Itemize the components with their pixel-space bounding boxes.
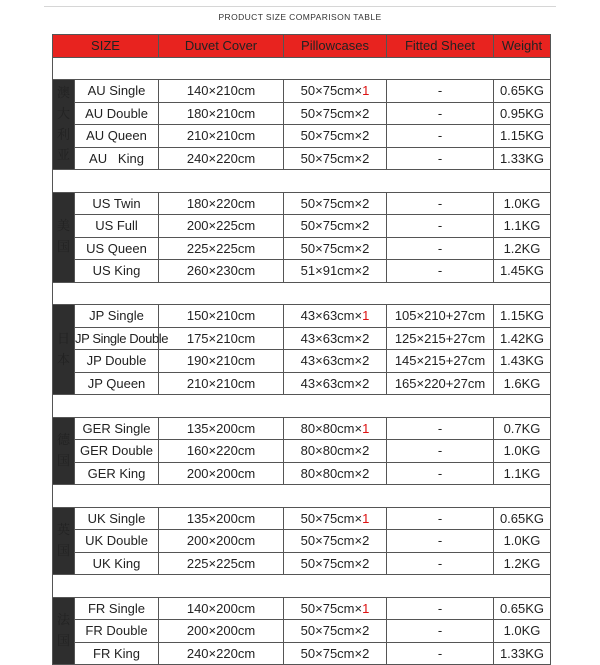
region-character: 国	[56, 632, 70, 648]
size-cell: AU Queen	[75, 125, 159, 148]
weight-cell: 1.42KG	[494, 327, 551, 350]
pillowcase-cell	[284, 80, 387, 103]
weight-cell: 1.2KG	[494, 552, 551, 575]
group-spacer-cell	[53, 57, 551, 80]
pillowcase-size: 50×75cm×	[300, 555, 363, 571]
region-name	[57, 520, 70, 562]
duvet-cover-cell: 175×210cm	[159, 327, 284, 350]
fitted-sheet-cell: -	[387, 260, 494, 283]
size-cell: JP Single Double	[75, 327, 159, 350]
pillowcase-quantity: 2	[362, 128, 370, 144]
fitted-sheet-cell: -	[387, 440, 494, 463]
duvet-cover-cell: 210×210cm	[159, 125, 284, 148]
region-name	[57, 329, 70, 371]
region-character: 利	[56, 126, 70, 142]
header-fitted-sheet: Fitted Sheet	[387, 35, 494, 58]
top-divider	[44, 6, 556, 7]
pillowcase-quantity: 1	[362, 308, 370, 324]
weight-cell: 1.15KG	[494, 125, 551, 148]
pillowcase-cell	[284, 530, 387, 553]
pillowcase-size: 51×91cm×	[300, 263, 363, 279]
fitted-sheet-cell: -	[387, 147, 494, 170]
pillowcase-cell	[284, 147, 387, 170]
size-comparison-table	[52, 34, 551, 665]
size-cell: JP Queen	[75, 372, 159, 395]
pillowcase-cell	[284, 237, 387, 260]
fitted-sheet-cell: 105×210+27cm	[387, 305, 494, 328]
pillowcase-cell	[284, 327, 387, 350]
region-label	[53, 80, 75, 170]
table-row	[53, 462, 551, 485]
pillowcase-quantity: 2	[362, 533, 370, 549]
header-duvet-cover: Duvet Cover	[159, 35, 284, 58]
size-cell: US Full	[75, 215, 159, 238]
pillowcase-size: 50×75cm×	[300, 510, 363, 526]
weight-cell: 1.2KG	[494, 237, 551, 260]
fitted-sheet-cell: 165×220+27cm	[387, 372, 494, 395]
fitted-sheet-cell: 145×215+27cm	[387, 350, 494, 373]
table-row	[53, 620, 551, 643]
region-name	[57, 83, 70, 166]
duvet-cover-cell: 200×200cm	[159, 530, 284, 553]
size-cell: FR Double	[75, 620, 159, 643]
pillowcase-quantity: 1	[362, 600, 370, 616]
weight-cell: 1.45KG	[494, 260, 551, 283]
region-name	[57, 216, 70, 258]
size-cell: JP Single	[75, 305, 159, 328]
pillowcase-size: 80×80cm×	[300, 420, 363, 436]
duvet-cover-cell: 180×210cm	[159, 102, 284, 125]
size-cell: US Twin	[75, 192, 159, 215]
weight-cell: 1.6KG	[494, 372, 551, 395]
weight-cell: 1.0KG	[494, 620, 551, 643]
pillowcase-quantity: 2	[362, 240, 370, 256]
pillowcase-size: 50×75cm×	[300, 240, 363, 256]
region-character: 亚	[56, 147, 70, 163]
table-row	[53, 597, 551, 620]
region-label	[53, 192, 75, 282]
region-label	[53, 597, 75, 665]
table-row	[53, 215, 551, 238]
duvet-cover-cell: 260×230cm	[159, 260, 284, 283]
duvet-cover-cell: 225×225cm	[159, 237, 284, 260]
region-character: 美	[56, 218, 70, 234]
table-row	[53, 350, 551, 373]
pillowcase-quantity: 2	[362, 623, 370, 639]
pillowcase-quantity: 2	[362, 105, 370, 121]
weight-cell: 1.0KG	[494, 530, 551, 553]
pillowcase-quantity: 2	[362, 443, 370, 459]
fitted-sheet-cell: -	[387, 237, 494, 260]
size-cell: GER Single	[75, 417, 159, 440]
duvet-cover-cell: 210×210cm	[159, 372, 284, 395]
pillowcase-quantity: 2	[362, 263, 370, 279]
fitted-sheet-cell: -	[387, 102, 494, 125]
pillowcase-cell	[284, 102, 387, 125]
pillowcase-size: 50×75cm×	[300, 105, 363, 121]
pillowcase-size: 50×75cm×	[300, 645, 363, 661]
table-row	[53, 305, 551, 328]
fitted-sheet-cell: 125×215+27cm	[387, 327, 494, 350]
header-size: SIZE	[53, 35, 159, 58]
group-spacer	[53, 170, 551, 193]
region-character: 日	[56, 330, 70, 346]
duvet-cover-cell: 135×200cm	[159, 417, 284, 440]
size-cell: GER Double	[75, 440, 159, 463]
pillowcase-size: 50×75cm×	[300, 623, 363, 639]
weight-cell: 0.65KG	[494, 507, 551, 530]
fitted-sheet-cell: -	[387, 642, 494, 665]
pillowcase-cell	[284, 507, 387, 530]
table-row	[53, 642, 551, 665]
table-row	[53, 237, 551, 260]
pillowcase-cell	[284, 462, 387, 485]
region-label	[53, 305, 75, 395]
region-character: 德	[56, 431, 70, 447]
pillowcase-size: 43×63cm×	[300, 353, 363, 369]
table-row	[53, 417, 551, 440]
fitted-sheet-cell: -	[387, 620, 494, 643]
weight-cell: 1.0KG	[494, 192, 551, 215]
pillowcase-size: 80×80cm×	[300, 465, 363, 481]
duvet-cover-cell: 240×220cm	[159, 642, 284, 665]
pillowcase-cell	[284, 620, 387, 643]
weight-cell: 1.15KG	[494, 305, 551, 328]
region-character: 英	[56, 521, 70, 537]
region-label	[53, 417, 75, 485]
group-spacer-cell	[53, 575, 551, 598]
weight-cell: 1.0KG	[494, 440, 551, 463]
size-cell: US King	[75, 260, 159, 283]
region-character: 国	[56, 542, 70, 558]
group-spacer	[53, 395, 551, 418]
duvet-cover-cell: 225×225cm	[159, 552, 284, 575]
pillowcase-quantity: 1	[362, 83, 370, 99]
weight-cell: 0.65KG	[494, 597, 551, 620]
fitted-sheet-cell: -	[387, 80, 494, 103]
region-name	[57, 430, 70, 472]
pillowcase-size: 80×80cm×	[300, 443, 363, 459]
region-character: 本	[56, 351, 70, 367]
weight-cell: 1.33KG	[494, 642, 551, 665]
duvet-cover-cell: 180×220cm	[159, 192, 284, 215]
duvet-cover-cell: 140×200cm	[159, 597, 284, 620]
region-name	[57, 610, 70, 652]
weight-cell: 0.65KG	[494, 80, 551, 103]
weight-cell: 1.33KG	[494, 147, 551, 170]
fitted-sheet-cell: -	[387, 597, 494, 620]
fitted-sheet-cell: -	[387, 192, 494, 215]
pillowcase-quantity: 2	[362, 555, 370, 571]
table-row	[53, 530, 551, 553]
pillowcase-cell	[284, 552, 387, 575]
table-row	[53, 125, 551, 148]
group-spacer-cell	[53, 282, 551, 305]
pillowcase-size: 50×75cm×	[300, 195, 363, 211]
table-row	[53, 260, 551, 283]
fitted-sheet-cell: -	[387, 552, 494, 575]
group-spacer	[53, 282, 551, 305]
duvet-cover-cell: 140×210cm	[159, 80, 284, 103]
table-row	[53, 192, 551, 215]
pillowcase-quantity: 2	[362, 353, 370, 369]
weight-cell: 1.1KG	[494, 215, 551, 238]
table-row	[53, 327, 551, 350]
region-label	[53, 507, 75, 575]
header-pillowcases: Pillowcases	[284, 35, 387, 58]
region-character: 国	[56, 452, 70, 468]
pillowcase-cell	[284, 260, 387, 283]
region-character: 大	[56, 105, 70, 121]
group-spacer	[53, 575, 551, 598]
table-row	[53, 372, 551, 395]
duvet-cover-cell: 200×200cm	[159, 620, 284, 643]
pillowcase-size: 43×63cm×	[300, 308, 363, 324]
fitted-sheet-cell: -	[387, 417, 494, 440]
table-row	[53, 440, 551, 463]
pillowcase-cell	[284, 192, 387, 215]
fitted-sheet-cell: -	[387, 530, 494, 553]
table-row	[53, 80, 551, 103]
pillowcase-quantity: 2	[362, 330, 370, 346]
duvet-cover-cell: 200×200cm	[159, 462, 284, 485]
size-cell: AU Double	[75, 102, 159, 125]
pillowcase-cell	[284, 372, 387, 395]
size-cell: UK King	[75, 552, 159, 575]
size-cell: UK Single	[75, 507, 159, 530]
duvet-cover-cell: 200×225cm	[159, 215, 284, 238]
pillowcase-quantity: 2	[362, 645, 370, 661]
table-header-row	[53, 35, 551, 58]
duvet-cover-cell: 190×210cm	[159, 350, 284, 373]
pillowcase-size: 50×75cm×	[300, 218, 363, 234]
pillowcase-quantity: 2	[362, 218, 370, 234]
pillowcase-quantity: 2	[362, 150, 370, 166]
table-row	[53, 507, 551, 530]
duvet-cover-cell: 150×210cm	[159, 305, 284, 328]
group-spacer-cell	[53, 170, 551, 193]
pillowcase-cell	[284, 642, 387, 665]
duvet-cover-cell: 135×200cm	[159, 507, 284, 530]
weight-cell: 1.43KG	[494, 350, 551, 373]
pillowcase-quantity: 2	[362, 195, 370, 211]
size-cell: FR Single	[75, 597, 159, 620]
pillowcase-quantity: 1	[362, 510, 370, 526]
group-spacer-cell	[53, 485, 551, 508]
pillowcase-cell	[284, 597, 387, 620]
table-row	[53, 147, 551, 170]
pillowcase-quantity: 2	[362, 465, 370, 481]
pillowcase-cell	[284, 417, 387, 440]
size-cell: AU King	[75, 147, 159, 170]
weight-cell: 0.7KG	[494, 417, 551, 440]
pillowcase-size: 50×75cm×	[300, 83, 363, 99]
group-spacer-cell	[53, 395, 551, 418]
pillowcase-size: 50×75cm×	[300, 600, 363, 616]
pillowcase-cell	[284, 440, 387, 463]
duvet-cover-cell: 160×220cm	[159, 440, 284, 463]
region-character: 法	[56, 611, 70, 627]
size-cell: US Queen	[75, 237, 159, 260]
fitted-sheet-cell: -	[387, 507, 494, 530]
pillowcase-cell	[284, 305, 387, 328]
fitted-sheet-cell: -	[387, 215, 494, 238]
region-character: 澳	[56, 84, 70, 100]
size-cell: FR King	[75, 642, 159, 665]
pillowcase-size: 50×75cm×	[300, 533, 363, 549]
pillowcase-size: 50×75cm×	[300, 150, 363, 166]
duvet-cover-cell: 240×220cm	[159, 147, 284, 170]
size-cell: JP Double	[75, 350, 159, 373]
pillowcase-cell	[284, 125, 387, 148]
group-spacer	[53, 57, 551, 80]
pillowcase-cell	[284, 350, 387, 373]
weight-cell: 1.1KG	[494, 462, 551, 485]
table-row	[53, 102, 551, 125]
pillowcase-size: 43×63cm×	[300, 330, 363, 346]
header-weight: Weight	[494, 35, 551, 58]
pillowcase-size: 50×75cm×	[300, 128, 363, 144]
weight-cell: 0.95KG	[494, 102, 551, 125]
table-row	[53, 552, 551, 575]
size-cell: AU Single	[75, 80, 159, 103]
fitted-sheet-cell: -	[387, 125, 494, 148]
region-character: 国	[56, 239, 70, 254]
pillowcase-quantity: 1	[362, 420, 370, 436]
pillowcase-size: 43×63cm×	[300, 375, 363, 391]
size-cell: UK Double	[75, 530, 159, 553]
fitted-sheet-cell: -	[387, 462, 494, 485]
pillowcase-quantity: 2	[362, 375, 370, 391]
group-spacer	[53, 485, 551, 508]
page-title: PRODUCT SIZE COMPARISON TABLE	[218, 12, 382, 22]
pillowcase-cell	[284, 215, 387, 238]
size-cell: GER King	[75, 462, 159, 485]
